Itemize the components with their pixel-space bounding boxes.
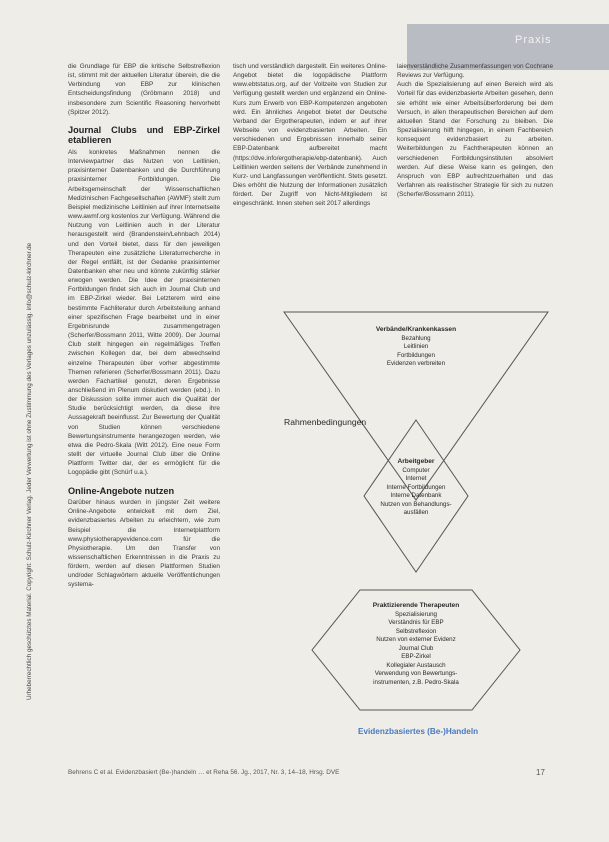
footer-citation: Behrens C et al. Evidenzbasiert (Be-)handeln … et Reha 56. Jg., 2017, Nr. 3, 14–18, Hrsg. DVE: [68, 769, 340, 776]
paragraph: die Grundlage für EBP die kritische Selbstreflexion ist, stimmt mit der aktuellen Literatur überein, die die Verbindung von EBP zur klinischen Entscheidungsfindung (Gröbmann 2018) und insbesondere zum Scientific Reasoning hervorhebt (Spitzer 2012).: [68, 63, 220, 116]
mid-item: Interne Datenbank: [390, 492, 442, 499]
section-heading: Journal Clubs und EBP-Zirkel etablieren: [68, 124, 220, 146]
bottom-item: Verwendung von Bewertungs-: [374, 670, 458, 677]
bottom-item: Verständnis für EBP: [388, 619, 444, 626]
top-item: Evidenzen verbreiten: [386, 360, 446, 367]
paragraph: tisch und verständlich dargestellt. Ein weiteres Online-Angebot bietet die logopädische Plattform www.ebtstatus.org, auf der Vollzeite von Studien zur Verfügung gestellt werden und ergänzend ein Online-Kurs zum Erwerb von EBP-Kompetenzen angeboten wird. Ein ähnliches Angebot bietet der Deutsche Verband der Ergotherapeuten, indem er auf ihrer Webseite von evidenzbasierten Arbeiten. Ein verschiedenen und Ergebnissen innerhalb seiner EBP-Datenbank aufbereitet macht (https://dve.info/ergotherapie/ebp-datenbank). Auch Leitlinien werden seitens der Verbände zunehmend in Kurz- und Langfassungen veröffentlicht. Stets gesetzt. Dies erhöht die Nutzung der Informationen zusätzlich fördert. Der Zugriff von Nicht-Mitgliedern ist eingeschränkt. Innen stehen seit 2017 allerdings: [233, 63, 387, 208]
top-item: Fortbildungen: [397, 351, 435, 359]
mid-item: Internet: [405, 475, 427, 482]
bottom-item: EBP-Zirkel: [401, 653, 431, 660]
mid-item: Computer: [402, 466, 430, 474]
top-title: Verbände/Krankenkassen: [375, 326, 457, 333]
evidence-label: Evidenzbasiertes (Be-)Handeln: [358, 727, 479, 736]
bottom-item: Spezialisierung: [395, 610, 437, 618]
bottom-item: Kollegialer Austausch: [386, 661, 446, 669]
section-label: Praxis: [515, 34, 552, 46]
rahmen-label: Rahmenbedingungen: [284, 417, 367, 427]
middle-box: [352, 458, 480, 518]
paragraph: Auch die Spezialisierung auf einen Bereich wird als Vorteil für das evidenzbasierte Arbeiten gesehen, denn sie erhöht wie einer Arbeitsüberforderung bei dem Versuch, in allen therapeutischen Bereichen auf dem aktuellen Stand der Forschung zu bleiben. Die Spezialisierung hilft hingegen, in einem Fachbereich konsequent evidenzbasiert zu arbeiten. Weiterbildungen zu Fachtherapeuten können an verschiedenen Fortbildungsinstituten absolviert werden. Auf diese Weise kann es gelingen, den Anspruch von EBP aufrechtzuerhalten und das Verfahren als realistischer Strategie für sich zu nutzen (Scherfer/Bossmann 2011).: [397, 81, 553, 199]
page-number: 17: [536, 768, 545, 777]
top-item: Bezahlung: [401, 334, 431, 342]
bottom-item: Nutzen von externer Evidenz: [376, 636, 456, 643]
text-column-2: [233, 62, 387, 209]
copyright-text: Urheberrechtlich geschütztes Material. Copyright: Schulz-Kirchner Verlag. Jeder Verwertung ist ohne Zustimmung des Verlages unzulässig. info@schulz-kirchner.de: [26, 242, 33, 700]
mid-item: Interne Fortbildungen: [386, 483, 446, 491]
text-column-3: [397, 62, 553, 199]
mid-item: ausfällen: [403, 509, 429, 516]
bottom-item: instrumenten, z.B. Pedro-Skala: [373, 678, 459, 686]
section-heading: Online-Angebote nutzen: [68, 485, 175, 496]
bottom-box: [326, 602, 506, 687]
bottom-title: Praktizierende Therapeuten: [372, 602, 460, 609]
bottom-item: Journal Club: [398, 644, 434, 652]
paragraph: Darüber hinaus wurden in jüngster Zeit weitere Online-Angebote entwickelt mit dem Ziel, evidenzbasiertes Arbeiten zu erleichtern, wie zum Beispiel die Internetplattform www.physiotherapyevidence.com für die Physiotherapie. Um den Transfer von wissenschaftlichen Erkenntnissen in die Praxis zu fördern, werden auf diesen Plattformen Studien und/oder Schlagwörtern aktuelle Veröffentlichungen systema-: [68, 499, 220, 589]
mid-item: Nutzen von Behandlungs-: [380, 500, 452, 508]
top-item: Leitlinien: [403, 343, 429, 350]
top-box: [334, 326, 498, 369]
paragraph: laienverständliche Zusammenfassungen von Cochrane Reviews zur Verfügung.: [397, 63, 553, 80]
copyright-sidebar: [8, 60, 33, 700]
text-column-1: [68, 62, 220, 590]
paragraph: Als konkretes Maßnahmen nennen die Interviewpartner das Nutzen von Leitlinien, praxisinterner Datenbanken und die Durchführung praxisinterner Fortbildungen. Die Arbeitsgemeinschaft der Wissenschaftlichen Medizinischen Fachgesellschaften (AWMF) stellt zum Beispiel medizinische Leitlinien auf ihrer Internetseite www.awmf.org kostenlos zur Verfügung. Während die Nutzung von Leitlinien auch in der Literatur herausgestellt wird (Brandenstein/Lehnbach 2014) und den Vorteil bietet, dass für den jeweiligen Therapeuten eine zusätzliche Literaturrecherche in der Regel entfällt, ist der Gedanke praxisinterner Datenbanken eher neu und könnte zukünftig stärker erwogen werden. Die Idee der praxisinternen Fortbildungen findet sich auch im Journal Club und im EBP-Zirkel wieder. Bei Letzterem wird eine bestimmte Fachliteratur durch Arbeitsteilung anhand einer spezifischen Frage bearbeitet und in einer Ergebnisrunde zusammengetragen (Scherfer/Bossmann 2011, Witte 2009). Der Journal Club stellt hingegen ein regelmäßiges Treffen zwischen Kollegen dar, bei dem abwechselnd einzelne Therapeuten über vorher abgestimmte Themen referieren (Scherfer/Bossmann 2011). Dazu werden Fachartikel genutzt, deren Ergebnisse anschließend im Plenum diskutiert werden (ebd.). In der Diskussion sollte immer auch die Qualität der Studie berücksichtigt werden, da diese ihre Aussagekraft beeinflusst. Zur Bewertung der Qualität von Studien können verschiedene Bewertungsinstrumente herangezogen werden, wie etwa die Pedro-Skala (Witt 2012). Eine neue Form stellt der virtuelle Journal Club über die Online Plattform Twitter dar, der es ermöglicht für die Logopädie gibt (Schürf u.a.).: [68, 148, 220, 477]
bottom-item: Selbstreflexion: [395, 627, 437, 635]
mid-title: Arbeitgeber: [397, 458, 435, 465]
